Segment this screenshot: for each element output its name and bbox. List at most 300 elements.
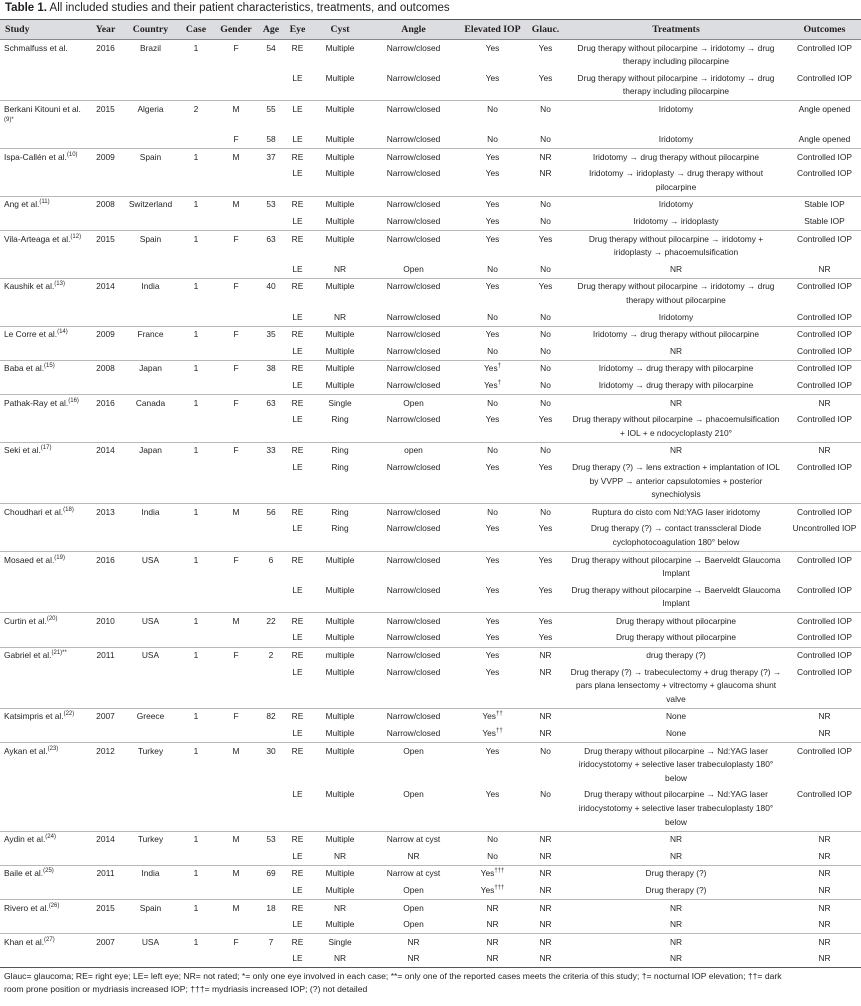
cell-year <box>88 951 123 968</box>
table-row <box>0 504 861 521</box>
cell-glaucoma-value: Yes <box>538 461 553 472</box>
table-row <box>0 231 861 262</box>
cell-glaucoma <box>527 647 564 664</box>
cell-eye <box>284 882 311 899</box>
cell-glaucoma-value: No <box>540 263 551 274</box>
cell-angle <box>369 787 458 831</box>
cell-glaucoma <box>527 521 564 552</box>
iop-footnote-marker: † <box>497 380 501 387</box>
cell-elevated-iop-value: Yes <box>485 72 500 83</box>
cell-cyst-value: Multiple <box>325 728 355 739</box>
cell-angle-value: Narrow/closed <box>386 311 441 322</box>
reference-marker: (18) <box>63 506 74 513</box>
cell-eye <box>284 743 311 787</box>
study-name: Curtin et al. <box>4 615 47 626</box>
cell-angle <box>369 934 458 951</box>
cell-age-value: 54 <box>266 42 276 53</box>
cell-age <box>258 261 284 278</box>
cell-eye-value: RE <box>291 615 304 626</box>
cell-treatments <box>564 882 788 899</box>
reference-marker: (10) <box>66 151 78 158</box>
cell-age <box>258 40 284 71</box>
cell-eye <box>284 360 311 377</box>
cell-elevated-iop <box>458 613 527 630</box>
cell-age <box>258 231 284 262</box>
study-name: Mosaed et al. <box>4 554 55 565</box>
table-row <box>0 708 861 725</box>
cell-case <box>178 278 214 309</box>
table-label: Table 1. <box>5 2 47 14</box>
cell-case <box>178 395 214 412</box>
cell-outcomes-value: Controlled IOP <box>797 666 852 677</box>
cell-gender <box>214 309 258 326</box>
cell-case <box>178 934 214 951</box>
cell-cyst-value: Multiple <box>325 72 355 83</box>
cell-gender <box>214 70 258 101</box>
cell-case-value: 1 <box>193 650 199 661</box>
cell-eye-value: RE <box>291 711 304 722</box>
cell-eye <box>284 552 311 583</box>
cell-study <box>0 630 88 647</box>
cell-age-value: 22 <box>266 615 276 626</box>
cell-cyst-value: Multiple <box>325 134 355 145</box>
cell-age <box>258 647 284 664</box>
cell-case <box>178 582 214 613</box>
cell-angle-value: Narrow/closed <box>386 461 441 472</box>
cell-gender <box>214 343 258 360</box>
cell-cyst <box>311 934 369 951</box>
cell-age <box>258 377 284 394</box>
cell-study <box>0 166 88 197</box>
cell-eye <box>284 787 311 831</box>
cell-elevated-iop-value: Yes <box>485 584 500 595</box>
cell-glaucoma-value: No <box>540 379 551 390</box>
cell-outcomes <box>788 412 861 443</box>
cell-cyst <box>311 865 369 882</box>
cell-outcomes <box>788 326 861 343</box>
cell-treatments <box>564 613 788 630</box>
cell-treatments <box>564 231 788 262</box>
cell-elevated-iop-value: Yes <box>485 414 500 425</box>
cell-elevated-iop-value: No <box>487 345 498 356</box>
cell-eye-value: LE <box>292 311 303 322</box>
cell-country-value: France <box>137 329 164 340</box>
cell-outcomes-value: NR <box>818 711 831 722</box>
cell-glaucoma-value: NR <box>539 868 552 879</box>
cell-treatments-value: Drug therapy (?) <box>645 868 707 879</box>
cell-cyst <box>311 504 369 521</box>
cell-treatments <box>564 166 788 197</box>
study-name: Choudhari et al. <box>4 506 64 517</box>
cell-year-value: 2014 <box>96 281 115 292</box>
header-age: Age <box>258 20 284 40</box>
cell-treatments <box>564 934 788 951</box>
cell-elevated-iop <box>458 582 527 613</box>
cell-angle <box>369 521 458 552</box>
cell-outcomes-value: NR <box>818 850 831 861</box>
cell-eye-value: LE <box>292 216 303 227</box>
cell-glaucoma-value: No <box>540 311 551 322</box>
study-name: Gabriel et al. <box>4 650 52 661</box>
cell-glaucoma-value: Yes <box>538 414 553 425</box>
cell-elevated-iop-value: Yes <box>485 650 500 661</box>
cell-age <box>258 278 284 309</box>
cell-year-value: 2011 <box>96 868 115 879</box>
cell-angle <box>369 326 458 343</box>
study-name: Schmalfuss et al. <box>4 42 68 53</box>
cell-eye-value: RE <box>291 745 304 756</box>
cell-year <box>88 552 123 583</box>
table-row <box>0 101 861 132</box>
table-row <box>0 442 861 459</box>
cell-case-value: 1 <box>193 868 199 879</box>
cell-country <box>123 196 178 213</box>
cell-glaucoma-value: NR <box>539 936 552 947</box>
study-name: Katsimpris et al. <box>4 711 64 722</box>
cell-outcomes <box>788 70 861 101</box>
cell-eye <box>284 951 311 968</box>
cell-age <box>258 214 284 231</box>
cell-outcomes-value: NR <box>818 919 831 930</box>
cell-case-value: 1 <box>193 445 199 456</box>
study-group <box>0 900 861 934</box>
cell-eye <box>284 132 311 149</box>
cell-glaucoma <box>527 726 564 743</box>
cell-treatments <box>564 101 788 132</box>
cell-case <box>178 377 214 394</box>
cell-outcomes <box>788 166 861 197</box>
cell-age <box>258 630 284 647</box>
cell-gender <box>214 708 258 725</box>
cell-cyst <box>311 743 369 787</box>
iop-footnote-marker: ††† <box>494 885 505 892</box>
cell-angle <box>369 261 458 278</box>
cell-treatments-value: Drug therapy without pilocarpine <box>615 632 737 643</box>
cell-outcomes <box>788 442 861 459</box>
cell-gender-value: M <box>232 745 240 756</box>
cell-outcomes-value: NR <box>818 953 831 964</box>
cell-angle-value: open <box>404 445 423 456</box>
study-name: Seki et al. <box>4 445 41 456</box>
cell-outcomes <box>788 40 861 71</box>
cell-glaucoma-value: Yes <box>538 281 553 292</box>
cell-outcomes <box>788 261 861 278</box>
cell-treatments-value: Iridotomy → drug therapy without pilocarpine <box>592 329 760 340</box>
cell-country <box>123 900 178 917</box>
cell-elevated-iop <box>458 149 527 166</box>
cell-glaucoma-value: Yes <box>538 615 553 626</box>
cell-case <box>178 412 214 443</box>
cell-cyst <box>311 149 369 166</box>
cell-country <box>123 261 178 278</box>
cell-eye <box>284 278 311 309</box>
cell-cyst <box>311 343 369 360</box>
cell-year <box>88 831 123 848</box>
cell-outcomes <box>788 613 861 630</box>
cell-glaucoma <box>527 101 564 132</box>
cell-gender-value: F <box>233 397 239 408</box>
cell-angle <box>369 231 458 262</box>
cell-treatments-value: NR <box>669 850 683 861</box>
cell-glaucoma <box>527 630 564 647</box>
cell-elevated-iop <box>458 360 527 377</box>
cell-case <box>178 647 214 664</box>
cell-angle <box>369 831 458 848</box>
cell-treatments-value: drug therapy (?) <box>646 650 706 661</box>
study-group <box>0 101 861 149</box>
cell-country <box>123 377 178 394</box>
cell-gender <box>214 630 258 647</box>
cell-angle-value: Open <box>403 884 424 895</box>
cell-study <box>0 70 88 101</box>
cell-year <box>88 231 123 262</box>
cell-glaucoma <box>527 552 564 583</box>
cell-study <box>0 552 88 583</box>
cell-glaucoma-value: NR <box>539 728 552 739</box>
cell-angle-value: Open <box>403 919 424 930</box>
cell-study <box>0 214 88 231</box>
cell-gender <box>214 412 258 443</box>
cell-country <box>123 613 178 630</box>
cell-elevated-iop-value: Yes <box>482 728 496 739</box>
cell-elevated-iop <box>458 101 527 132</box>
cell-elevated-iop-value: Yes <box>485 42 500 53</box>
cell-age <box>258 582 284 613</box>
cell-outcomes <box>788 149 861 166</box>
header-eye: Eye <box>284 20 311 40</box>
cell-treatments-value: Drug therapy without pilocarpine → phacoemulsification + IOL + e ndocyclopIasty 210° <box>572 414 780 438</box>
cell-outcomes-value: NR <box>818 868 831 879</box>
cell-angle-value: Narrow/closed <box>386 414 441 425</box>
reference-marker: (20) <box>46 616 58 623</box>
study-group <box>0 326 861 360</box>
cell-country-value: Spain <box>139 151 162 162</box>
header-year: Year <box>88 20 123 40</box>
cell-outcomes-value: Controlled IOP <box>797 329 852 340</box>
cell-treatments <box>564 951 788 968</box>
cell-gender <box>214 132 258 149</box>
table-caption <box>5 2 450 14</box>
cell-outcomes-value: Controlled IOP <box>797 615 852 626</box>
cell-eye-value: LE <box>292 919 303 930</box>
cell-year <box>88 309 123 326</box>
cell-year <box>88 459 123 503</box>
cell-eye <box>284 521 311 552</box>
cell-year-value: 2011 <box>96 650 115 661</box>
cell-eye <box>284 934 311 951</box>
cell-treatments-value: Drug therapy without pilocarpine → iridotomy + iridoplasty → phacoemulsification <box>588 233 764 258</box>
cell-year <box>88 664 123 708</box>
cell-study <box>0 278 88 309</box>
cell-age-value: 55 <box>266 103 276 114</box>
cell-eye-value: RE <box>291 233 304 244</box>
cell-outcomes-value: Controlled IOP <box>797 168 852 179</box>
cell-age-value: 18 <box>266 902 276 913</box>
cell-cyst-value: Single <box>328 397 352 408</box>
cell-treatments <box>564 521 788 552</box>
cell-age <box>258 613 284 630</box>
cell-angle-value: Narrow/closed <box>386 216 441 227</box>
cell-treatments <box>564 196 788 213</box>
cell-angle-value: Narrow/closed <box>386 233 441 244</box>
cell-country <box>123 343 178 360</box>
table-row <box>0 726 861 743</box>
cell-eye <box>284 214 311 231</box>
cell-age <box>258 459 284 503</box>
cell-case-value: 1 <box>193 615 199 626</box>
table-row <box>0 521 861 552</box>
cell-country-value: Brazil <box>140 42 161 53</box>
cell-eye-value: RE <box>291 902 304 913</box>
cell-glaucoma-value: NR <box>539 919 552 930</box>
cell-eye <box>284 70 311 101</box>
cell-angle-value: Narrow/closed <box>386 281 441 292</box>
cell-case <box>178 900 214 917</box>
study-name: Berkani Kitouni et al. <box>4 103 81 114</box>
cell-elevated-iop-value: NR <box>486 936 499 947</box>
cell-cyst-value: Multiple <box>325 379 355 390</box>
cell-cyst-value: Multiple <box>325 151 355 162</box>
cell-elevated-iop-value: Yes <box>480 884 495 895</box>
cell-eye <box>284 149 311 166</box>
reference-marker: (12) <box>70 233 82 240</box>
cell-year <box>88 521 123 552</box>
cell-case <box>178 132 214 149</box>
cell-country <box>123 70 178 101</box>
cell-gender <box>214 326 258 343</box>
cell-gender <box>214 882 258 899</box>
iop-footnote-marker: ††† <box>494 868 505 875</box>
cell-elevated-iop-value: Yes <box>483 363 498 374</box>
header-outcomes: Outcomes <box>788 20 861 40</box>
study-group <box>0 196 861 230</box>
cell-elevated-iop-value: Yes <box>485 329 500 340</box>
cell-age <box>258 865 284 882</box>
table-row <box>0 630 861 647</box>
cell-age <box>258 882 284 899</box>
cell-angle-value: Narrow/closed <box>386 615 441 626</box>
cell-year <box>88 261 123 278</box>
cell-glaucoma <box>527 831 564 848</box>
cell-country-value: Turkey <box>137 745 164 756</box>
cell-age <box>258 149 284 166</box>
cell-angle-value: Narrow/closed <box>386 345 441 356</box>
cell-case-value: 1 <box>193 834 199 845</box>
cell-country <box>123 360 178 377</box>
table-row <box>0 787 861 831</box>
cell-glaucoma <box>527 343 564 360</box>
cell-year-value: 2012 <box>96 745 115 756</box>
cell-outcomes <box>788 917 861 934</box>
cell-outcomes <box>788 743 861 787</box>
cell-eye <box>284 343 311 360</box>
cell-outcomes-value: NR <box>818 397 831 408</box>
cell-year <box>88 412 123 443</box>
cell-angle <box>369 900 458 917</box>
cell-angle <box>369 309 458 326</box>
cell-glaucoma <box>527 40 564 71</box>
cell-glaucoma-value: Yes <box>538 233 553 244</box>
cell-outcomes-value: Controlled IOP <box>797 42 852 53</box>
cell-outcomes <box>788 848 861 865</box>
cell-glaucoma-value: No <box>540 216 551 227</box>
cell-elevated-iop <box>458 442 527 459</box>
cell-country-value: Greece <box>136 711 165 722</box>
table-row <box>0 149 861 166</box>
cell-case <box>178 504 214 521</box>
cell-elevated-iop-value: No <box>487 445 498 456</box>
cell-age <box>258 504 284 521</box>
cell-case <box>178 787 214 831</box>
cell-country-value: USA <box>141 936 160 947</box>
cell-glaucoma <box>527 708 564 725</box>
cell-outcomes-value: Controlled IOP <box>797 745 852 756</box>
cell-elevated-iop <box>458 132 527 149</box>
cell-year <box>88 504 123 521</box>
cell-study <box>0 664 88 708</box>
table-row <box>0 917 861 934</box>
cell-glaucoma <box>527 132 564 149</box>
cell-age-value: 33 <box>266 445 276 456</box>
cell-eye-value: RE <box>291 397 304 408</box>
cell-eye-value: LE <box>292 72 303 83</box>
reference-marker: (19) <box>54 554 65 561</box>
cell-cyst-value: Multiple <box>325 884 355 895</box>
cell-age-value: 53 <box>266 199 276 210</box>
cell-outcomes <box>788 552 861 583</box>
cell-case <box>178 343 214 360</box>
cell-elevated-iop <box>458 326 527 343</box>
header-country: Country <box>123 20 178 40</box>
study-name: Aydin et al. <box>4 834 46 845</box>
cell-gender <box>214 848 258 865</box>
cell-country <box>123 865 178 882</box>
cell-gender <box>214 664 258 708</box>
cell-country <box>123 951 178 968</box>
cell-year <box>88 787 123 831</box>
cell-treatments-value: Drug therapy (?) <box>645 884 707 895</box>
table-row <box>0 196 861 213</box>
cell-glaucoma <box>527 951 564 968</box>
cell-gender <box>214 261 258 278</box>
cell-glaucoma-value: No <box>540 363 551 374</box>
cell-elevated-iop <box>458 309 527 326</box>
cell-elevated-iop <box>458 278 527 309</box>
cell-eye-value: LE <box>292 523 303 534</box>
cell-glaucoma <box>527 278 564 309</box>
cell-country <box>123 917 178 934</box>
cell-elevated-iop <box>458 831 527 848</box>
cell-elevated-iop <box>458 231 527 262</box>
cell-outcomes-value: Controlled IOP <box>797 650 852 661</box>
cell-cyst-value: Ring <box>331 523 349 534</box>
cell-cyst-value: Multiple <box>325 632 355 643</box>
cell-angle-value: Narrow/closed <box>386 711 441 722</box>
cell-age-value: 2 <box>268 650 274 661</box>
cell-country <box>123 412 178 443</box>
cell-eye <box>284 708 311 725</box>
cell-age-value: 58 <box>266 134 276 145</box>
cell-elevated-iop <box>458 196 527 213</box>
reference-marker: (26) <box>48 902 60 909</box>
cell-treatments <box>564 831 788 848</box>
cell-cyst-value: Multiple <box>325 919 355 930</box>
cell-gender-value: M <box>232 868 240 879</box>
cell-elevated-iop-value: Yes <box>485 281 500 292</box>
cell-treatments-value: None <box>665 728 687 739</box>
cell-angle <box>369 412 458 443</box>
cell-study <box>0 261 88 278</box>
